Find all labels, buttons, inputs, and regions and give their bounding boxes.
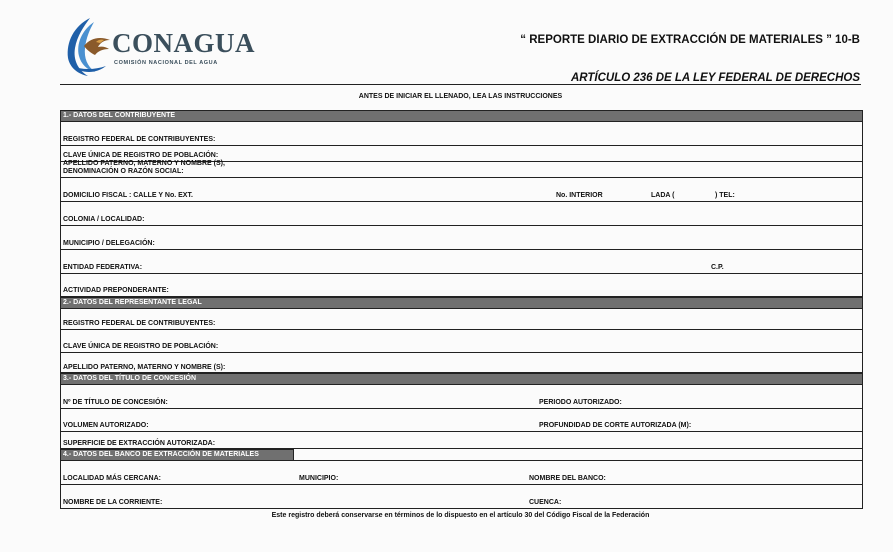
logo-wordmark: CONAGUA xyxy=(112,28,255,58)
field-rfc[interactable] xyxy=(61,122,862,146)
field-label: VOLUMEN AUTORIZADO: xyxy=(63,422,149,429)
field-label-banco: NOMBRE DEL BANCO: xyxy=(529,475,606,482)
field-label: CLAVE ÚNICA DE REGISTRO DE POBLACIÓN: xyxy=(63,152,219,159)
field-label: Nº DE TÍTULO DE CONCESIÓN: xyxy=(63,399,168,406)
eagle-water-emblem-icon xyxy=(60,16,120,78)
header-divider xyxy=(60,84,861,85)
field-localidad[interactable] xyxy=(61,460,862,485)
field-label: LOCALIDAD MÁS CERCANA: xyxy=(63,475,161,482)
field-rep-nombre[interactable] xyxy=(61,353,862,373)
field-rep-rfc[interactable] xyxy=(61,309,862,330)
section-header-representante: 2.- DATOS DEL REPRESENTANTE LEGAL xyxy=(61,297,862,309)
field-superficie[interactable] xyxy=(61,432,862,449)
field-label: REGISTRO FEDERAL DE CONTRIBUYENTES: xyxy=(63,136,216,143)
field-label-tel: ) TEL: xyxy=(715,192,735,199)
field-entidad[interactable] xyxy=(61,250,862,274)
field-label-interior: No. INTERIOR xyxy=(556,192,603,199)
field-label: SUPERFICIE DE EXTRACCIÓN AUTORIZADA: xyxy=(63,440,216,447)
section-header-banco: 4.- DATOS DEL BANCO DE EXTRACCIÓN DE MATERIALES xyxy=(61,449,294,461)
field-label-lada: LADA ( xyxy=(651,192,675,199)
field-label-cuenca: CUENCA: xyxy=(529,499,562,506)
footer-note: Este registro deberá conservarse en términos de lo dispuesto en el artículo 30 del Código Fiscal de la Federación xyxy=(271,512,650,519)
field-label-cp: C.P. xyxy=(711,264,724,271)
field-label: ENTIDAD FEDERATIVA: xyxy=(63,264,143,271)
field-label: DOMICILIO FISCAL : CALLE Y No. EXT. xyxy=(63,192,193,199)
field-label-profundidad: PROFUNDIDAD DE CORTE AUTORIZADA (M): xyxy=(539,422,692,429)
field-volumen[interactable] xyxy=(61,409,862,432)
field-corriente[interactable] xyxy=(61,485,862,508)
field-nombre[interactable] xyxy=(61,162,862,178)
field-municipio[interactable] xyxy=(61,226,862,250)
field-label: ACTIVIDAD PREPONDERANTE: xyxy=(63,287,169,294)
field-label-line2: DENOMINACIÓN O RAZÓN SOCIAL: xyxy=(63,168,184,175)
field-label: CLAVE ÚNICA DE REGISTRO DE POBLACIÓN: xyxy=(63,343,219,350)
field-label: COLONIA / LOCALIDAD: xyxy=(63,216,145,223)
field-label xyxy=(63,160,225,176)
field-label: APELLIDO PATERNO, MATERNO Y NOMBRE (S): xyxy=(63,364,226,371)
field-label: MUNICIPIO / DELEGACIÓN: xyxy=(63,240,155,247)
field-label: REGISTRO FEDERAL DE CONTRIBUYENTES: xyxy=(63,320,216,327)
section-header-concesion: 3.- DATOS DEL TÍTULO DE CONCESIÓN xyxy=(61,373,862,385)
field-label-periodo: PERIODO AUTORIZADO: xyxy=(539,399,622,406)
section-header-contribuyente: 1.- DATOS DEL CONTRIBUYENTE xyxy=(61,110,862,122)
conagua-logo xyxy=(60,16,260,78)
report-form xyxy=(60,110,863,509)
field-label: NOMBRE DE LA CORRIENTE: xyxy=(63,499,163,506)
field-rep-curp[interactable] xyxy=(61,330,862,353)
logo-subtitle: COMISIÓN NACIONAL DEL AGUA xyxy=(114,60,218,66)
field-label-municipio: MUNICIPIO: xyxy=(299,475,339,482)
field-titulo-concesion[interactable] xyxy=(61,385,862,409)
field-domicilio[interactable] xyxy=(61,178,862,202)
field-actividad[interactable] xyxy=(61,274,862,297)
article-reference: ARTÍCULO 236 DE LA LEY FEDERAL DE DERECHOS xyxy=(570,72,860,84)
report-title: “ REPORTE DIARIO DE EXTRACCIÓN DE MATERIALES ” 10-B xyxy=(520,34,860,46)
instructions-note: ANTES DE INICIAR EL LLENADO, LEA LAS INSTRUCCIONES xyxy=(358,93,563,100)
field-colonia[interactable] xyxy=(61,202,862,226)
field-label-line1: APELLIDO PATERNO, MATERNO Y NOMBRE (S), xyxy=(63,160,225,167)
